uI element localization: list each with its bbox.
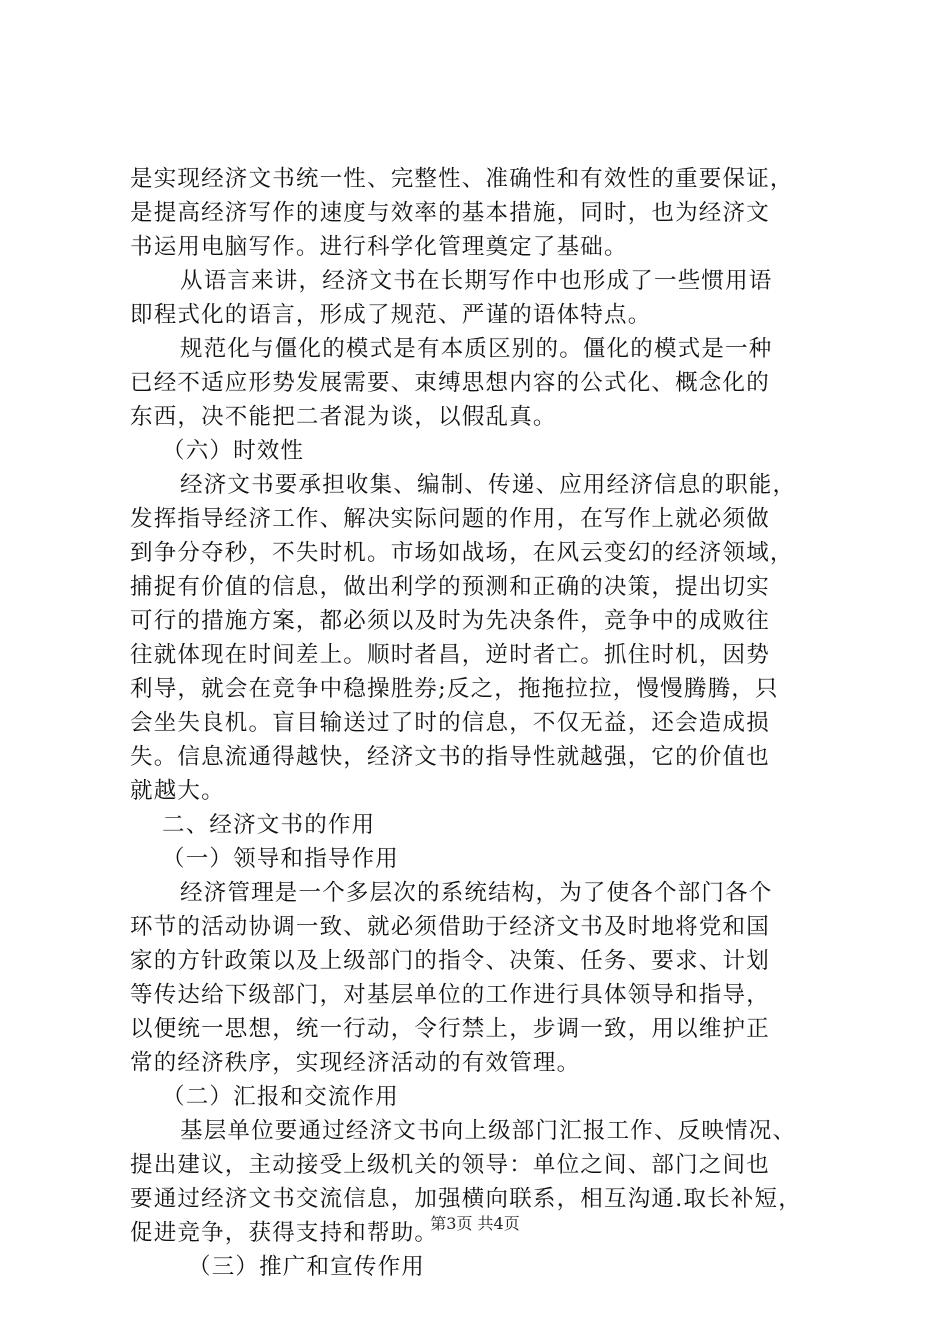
paragraph-start-line: 基层单位要通过经济文书向上级部门汇报工作、反映情况、 (180, 1118, 797, 1144)
page-number-footer: 第3页 共4页 (430, 1214, 520, 1233)
text-line: 往就体现在时间差上。顺时者昌，逆时者亡。抓住时机，因势 (130, 642, 770, 668)
text-line: 是实现经济文书统一性、完整性、准确性和有效性的重要保证， (130, 166, 794, 192)
text-line: 东西，决不能把二者混为谈，以假乱真。 (130, 404, 557, 430)
text-line: 促进竞争，获得支持和帮助。 (130, 1220, 439, 1246)
paragraph-start-line: 从语言来讲，经济文书在长期写作中也形成了一些惯用语 (180, 268, 773, 294)
paragraph-start-line: 规范化与僵化的模式是有本质区别的。僵化的模式是一种 (180, 336, 773, 362)
text-line: 等传达给下级部门，对基层单位的工作进行具体领导和指导， (130, 982, 770, 1008)
text-line: 要通过经济文书交流信息，加强横向联系，相互沟通.取长补短， (130, 1186, 802, 1212)
text-line: 常的经济秩序，实现经济活动的有效管理。 (130, 1050, 581, 1076)
text-line: 失。信息流通得越快，经济文书的指导性就越强，它的价值也 (130, 744, 770, 770)
text-line: 就越大。 (130, 778, 225, 804)
text-line: 环节的活动协调一致、就必须借助于经济文书及时地将党和国 (130, 914, 770, 940)
text-line: 利导，就会在竞争中稳操胜券;反之，拖拖拉拉，慢慢腾腾，只 (130, 676, 779, 702)
chapter-heading-functions: 二、经济文书的作用 (162, 812, 376, 838)
text-line: 会坐失良机。盲目输送过了时的信息，不仅无益，还会造成损 (130, 710, 770, 736)
section-heading-leadership: （一）领导和指导作用 (162, 846, 400, 872)
text-line: 提出建议，主动接受上级机关的领导：单位之间、部门之间也 (130, 1152, 770, 1178)
text-line: 书运用电脑写作。进行科学化管理奠定了基础。 (130, 234, 628, 260)
section-heading-reporting: （二）汇报和交流作用 (162, 1084, 400, 1110)
text-line: 捕捉有价值的信息，做出利学的预测和正确的决策，提出切实 (130, 574, 770, 600)
text-line: 已经不适应形势发展需要、束缚思想内容的公式化、概念化的 (130, 370, 770, 396)
section-heading-timeliness: （六）时效性 (162, 438, 305, 464)
paragraph-start-line: 经济文书要承担收集、编制、传递、应用经济信息的职能， (180, 472, 797, 498)
text-line: 家的方针政策以及上级部门的指令、决策、任务、要求、计划 (130, 948, 770, 974)
text-line: 以便统一思想，统一行动，令行禁上，步调一致，用以维护正 (130, 1016, 770, 1042)
section-heading-promotion: （三）推广和宣传作用 (188, 1254, 426, 1280)
text-line: 是提高经济写作的速度与效率的基本措施，同时，也为经济文 (130, 200, 770, 226)
text-line: 发挥指导经济工作、解决实际问题的作用，在写作上就必须做 (130, 506, 770, 532)
paragraph-start-line: 经济管理是一个多层次的系统结构，为了使各个部门各个 (180, 880, 773, 906)
text-line: 可行的措施方案，都必须以及时为先决条件，竞争中的成败往 (130, 608, 770, 634)
document-body (130, 162, 830, 1284)
text-line: 到争分夺秒，不失时机。市场如战场，在风云变幻的经济领域， (130, 540, 794, 566)
text-line: 即程式化的语言，形成了规范、严谨的语体特点。 (130, 302, 652, 328)
